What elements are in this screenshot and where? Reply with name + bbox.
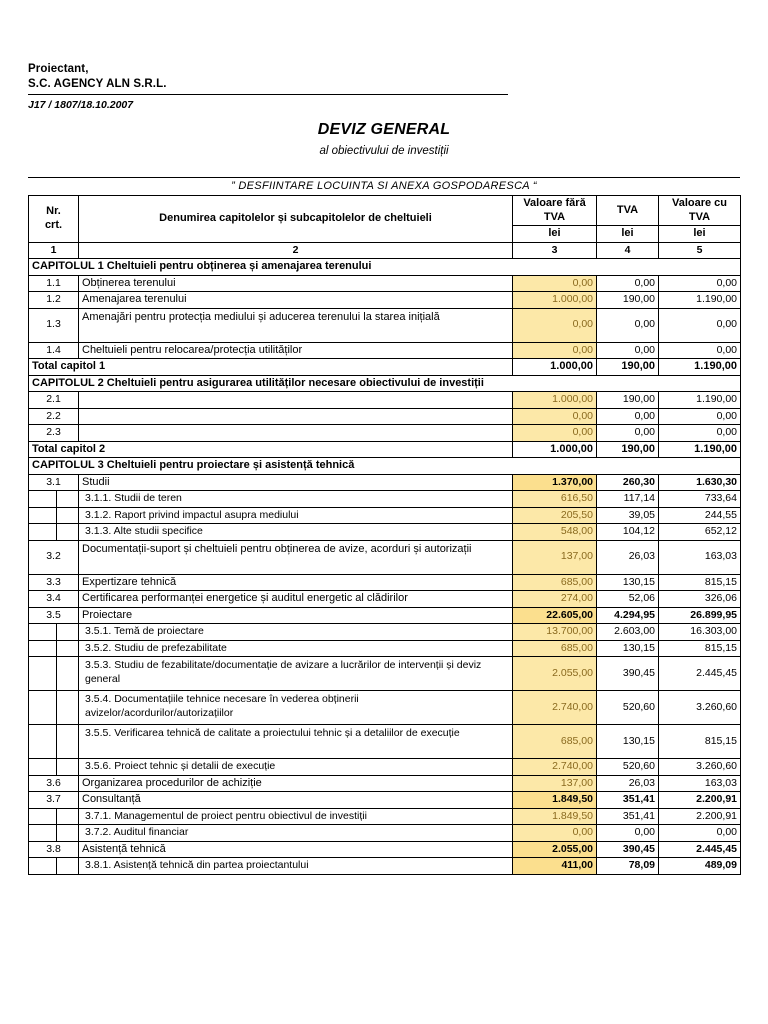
header-nr-crt	[29, 196, 79, 243]
row-value-1: 685,00	[513, 725, 597, 759]
table-row-item	[29, 308, 741, 342]
row-description: 3.5.6. Proiect tehnic și detalii de execuție	[79, 759, 513, 776]
header-unit-3: lei	[659, 226, 741, 243]
row-description: Consultanță	[79, 792, 513, 809]
row-value-1: 0,00	[513, 308, 597, 342]
header-nr-line2: crt.	[44, 218, 63, 231]
total-value-2: 190,00	[597, 441, 659, 458]
row-index: 1.3	[29, 308, 79, 342]
table-header-row	[29, 196, 741, 226]
row-indent-cell	[57, 825, 79, 842]
row-index: 3.7	[29, 792, 79, 809]
table-row-subitem	[29, 657, 741, 691]
row-index-spacer	[29, 491, 57, 508]
row-description: Amenajări pentru protecția mediului și aducerea terenului la starea inițială	[79, 308, 513, 342]
row-index: 3.1	[29, 474, 79, 491]
header-valoare-cu-tva: Valoare cu TVA	[659, 196, 741, 226]
row-index-spacer	[29, 858, 57, 875]
row-description: 3.5.4. Documentațiile tehnice necesare în vederea obținerii avizelor/acordurilor/autorizațiilor	[79, 691, 513, 725]
row-value-3: 163,03	[659, 540, 741, 574]
row-value-2: 104,12	[597, 524, 659, 541]
row-indent-cell	[57, 725, 79, 759]
row-value-2: 4.294,95	[597, 607, 659, 624]
row-index: 3.5	[29, 607, 79, 624]
row-value-1: 0,00	[513, 425, 597, 442]
row-description: Obținerea terenului	[79, 275, 513, 292]
row-description: 3.7.1. Managementul de proiect pentru obiectivul de investiții	[79, 808, 513, 825]
table-row-item	[29, 425, 741, 442]
row-value-3: 2.445,45	[659, 841, 741, 858]
row-value-2: 0,00	[597, 342, 659, 359]
row-value-2: 0,00	[597, 308, 659, 342]
row-description: 3.5.3. Studiu de fezabilitate/documentație de avizare a lucrărilor de intervenții și deviz general	[79, 657, 513, 691]
colnum-3: 3	[513, 242, 597, 259]
row-value-1: 2.055,00	[513, 657, 597, 691]
row-description: Documentații-suport și cheltuieli pentru obținerea de avize, acorduri și autorizații	[79, 540, 513, 574]
total-value-2: 190,00	[597, 359, 659, 376]
row-value-1: 0,00	[513, 275, 597, 292]
row-index-spacer	[29, 759, 57, 776]
row-value-2: 117,14	[597, 491, 659, 508]
row-description	[79, 392, 513, 409]
row-value-1: 137,00	[513, 540, 597, 574]
row-value-2: 130,15	[597, 574, 659, 591]
row-index: 1.1	[29, 275, 79, 292]
registration-number: J17 / 1807/18.10.2007	[28, 99, 134, 111]
table-row-item	[29, 408, 741, 425]
row-value-3: 815,15	[659, 725, 741, 759]
row-description: 3.1.1. Studii de teren	[79, 491, 513, 508]
row-value-1: 411,00	[513, 858, 597, 875]
row-value-1: 548,00	[513, 524, 597, 541]
colnum-2: 2	[79, 242, 513, 259]
row-description: 3.1.2. Raport privind impactul asupra mediului	[79, 507, 513, 524]
row-description: Studii	[79, 474, 513, 491]
chapter-label: CAPITOLUL 3 Cheltuieli pentru proiectare și asistență tehnică	[29, 458, 741, 475]
colnum-5: 5	[659, 242, 741, 259]
row-description: 3.1.3. Alte studii specifice	[79, 524, 513, 541]
row-value-1: 0,00	[513, 342, 597, 359]
table-row-item	[29, 792, 741, 809]
total-value-3: 1.190,00	[659, 359, 741, 376]
table-row-subitem	[29, 491, 741, 508]
table-row-item	[29, 275, 741, 292]
row-value-3: 0,00	[659, 408, 741, 425]
table-row-item	[29, 474, 741, 491]
colnum-1: 1	[29, 242, 79, 259]
row-value-1: 685,00	[513, 640, 597, 657]
table-row-subitem	[29, 507, 741, 524]
row-value-3: 326,06	[659, 591, 741, 608]
row-value-3: 489,09	[659, 858, 741, 875]
table-row-subitem	[29, 725, 741, 759]
header-unit-1: lei	[513, 226, 597, 243]
row-indent-cell	[57, 759, 79, 776]
row-indent-cell	[57, 808, 79, 825]
row-index: 1.4	[29, 342, 79, 359]
row-description: 3.5.2. Studiu de prefezabilitate	[79, 640, 513, 657]
table-row-item	[29, 292, 741, 309]
row-value-3: 1.190,00	[659, 392, 741, 409]
letterhead-divider	[28, 94, 508, 95]
row-value-2: 39,05	[597, 507, 659, 524]
total-label: Total capitol 2	[29, 441, 513, 458]
row-value-2: 0,00	[597, 825, 659, 842]
row-index-spacer	[29, 657, 57, 691]
chapter-header-row	[29, 458, 741, 475]
table-row-item	[29, 540, 741, 574]
row-indent-cell	[57, 858, 79, 875]
table-row-item	[29, 342, 741, 359]
table-row-subitem	[29, 759, 741, 776]
row-value-1: 137,00	[513, 775, 597, 792]
row-value-1: 1.849,50	[513, 808, 597, 825]
chapter-header-row	[29, 259, 741, 276]
table-body	[29, 196, 741, 875]
row-value-2: 190,00	[597, 392, 659, 409]
row-index-spacer	[29, 624, 57, 641]
row-value-3: 0,00	[659, 342, 741, 359]
row-value-3: 3.260,60	[659, 691, 741, 725]
row-value-3: 163,03	[659, 775, 741, 792]
total-row	[29, 441, 741, 458]
row-description: Organizarea procedurilor de achiziție	[79, 775, 513, 792]
table-row-item	[29, 607, 741, 624]
row-value-1: 2.740,00	[513, 759, 597, 776]
row-value-1: 616,50	[513, 491, 597, 508]
row-value-3: 1.190,00	[659, 292, 741, 309]
row-index-spacer	[29, 507, 57, 524]
row-value-1: 13.700,00	[513, 624, 597, 641]
chapter-label: CAPITOLUL 2 Cheltuieli pentru asigurarea utilităților necesare obiectivului de investiții	[29, 375, 741, 392]
row-index: 1.2	[29, 292, 79, 309]
table-row-subitem	[29, 524, 741, 541]
row-value-2: 260,30	[597, 474, 659, 491]
table-row-subitem	[29, 808, 741, 825]
total-value-1: 1.000,00	[513, 441, 597, 458]
row-description: Proiectare	[79, 607, 513, 624]
row-value-3: 3.260,60	[659, 759, 741, 776]
total-label: Total capitol 1	[29, 359, 513, 376]
chapter-label: CAPITOLUL 1 Cheltuieli pentru obținerea și amenajarea terenului	[29, 259, 741, 276]
row-description: Amenajarea terenului	[79, 292, 513, 309]
row-value-3: 16.303,00	[659, 624, 741, 641]
row-value-3: 26.899,95	[659, 607, 741, 624]
table-row-subitem	[29, 640, 741, 657]
row-value-2: 390,45	[597, 657, 659, 691]
row-value-2: 351,41	[597, 808, 659, 825]
row-index-spacer	[29, 808, 57, 825]
row-description: 3.7.2. Auditul financiar	[79, 825, 513, 842]
row-index: 3.6	[29, 775, 79, 792]
row-value-1: 0,00	[513, 408, 597, 425]
designer-label: Proiectant,	[28, 63, 89, 75]
row-description: 3.5.5. Verificarea tehnică de calitate a proiectului tehnic și a detaliilor de execuție	[79, 725, 513, 759]
row-indent-cell	[57, 507, 79, 524]
header-nr-line1: Nr.	[46, 205, 61, 218]
table-row-item	[29, 591, 741, 608]
table-row-item	[29, 841, 741, 858]
row-index: 2.1	[29, 392, 79, 409]
row-value-2: 520,60	[597, 759, 659, 776]
table-row-subitem	[29, 825, 741, 842]
row-value-1: 205,50	[513, 507, 597, 524]
header-valoare-fara-tva: Valoare fără TVA	[513, 196, 597, 226]
total-row	[29, 359, 741, 376]
row-value-3: 652,12	[659, 524, 741, 541]
row-value-1: 685,00	[513, 574, 597, 591]
deviz-table-wrap	[28, 177, 740, 875]
row-value-1: 22.605,00	[513, 607, 597, 624]
deviz-general-table	[28, 195, 741, 875]
row-value-2: 26,03	[597, 540, 659, 574]
row-index: 3.2	[29, 540, 79, 574]
total-value-1: 1.000,00	[513, 359, 597, 376]
row-value-2: 52,06	[597, 591, 659, 608]
table-row-item	[29, 775, 741, 792]
row-value-1: 2.740,00	[513, 691, 597, 725]
page-subtitle: al obiectivului de investiții	[319, 145, 449, 157]
row-value-3: 0,00	[659, 425, 741, 442]
total-value-3: 1.190,00	[659, 441, 741, 458]
company-name: S.C. AGENCY ALN S.R.L.	[28, 78, 167, 90]
row-index-spacer	[29, 640, 57, 657]
row-value-2: 78,09	[597, 858, 659, 875]
row-value-3: 1.630,30	[659, 474, 741, 491]
row-value-1: 0,00	[513, 825, 597, 842]
row-description	[79, 425, 513, 442]
chapter-header-row	[29, 375, 741, 392]
row-value-2: 0,00	[597, 425, 659, 442]
row-value-3: 815,15	[659, 574, 741, 591]
row-value-2: 130,15	[597, 725, 659, 759]
table-numbering-row	[29, 242, 741, 259]
row-value-1: 1.000,00	[513, 392, 597, 409]
row-value-1: 1.370,00	[513, 474, 597, 491]
row-value-2: 2.603,00	[597, 624, 659, 641]
row-index-spacer	[29, 524, 57, 541]
header-unit-2: lei	[597, 226, 659, 243]
row-index: 3.3	[29, 574, 79, 591]
row-index-spacer	[29, 725, 57, 759]
table-row-item	[29, 574, 741, 591]
row-index: 3.8	[29, 841, 79, 858]
row-indent-cell	[57, 491, 79, 508]
row-value-3: 2.200,91	[659, 792, 741, 809]
table-row-subitem	[29, 624, 741, 641]
row-description	[79, 408, 513, 425]
row-description: Asistență tehnică	[79, 841, 513, 858]
table-row-item	[29, 392, 741, 409]
row-value-2: 520,60	[597, 691, 659, 725]
page-title: DEVIZ GENERAL	[317, 121, 451, 138]
row-value-1: 1.849,50	[513, 792, 597, 809]
row-indent-cell	[57, 624, 79, 641]
row-value-2: 0,00	[597, 408, 659, 425]
row-value-2: 26,03	[597, 775, 659, 792]
letterhead	[28, 62, 508, 112]
table-row-subitem	[29, 691, 741, 725]
row-index-spacer	[29, 691, 57, 725]
row-value-3: 815,15	[659, 640, 741, 657]
row-value-2: 0,00	[597, 275, 659, 292]
row-value-2: 130,15	[597, 640, 659, 657]
row-value-2: 390,45	[597, 841, 659, 858]
header-denumire: Denumirea capitolelor și subcapitolelor de cheltuieli	[79, 196, 513, 243]
row-description: Certificarea performanței energetice și auditul energetic al clădirilor	[79, 591, 513, 608]
row-value-1: 1.000,00	[513, 292, 597, 309]
row-value-3: 2.445,45	[659, 657, 741, 691]
row-indent-cell	[57, 691, 79, 725]
table-row-subitem	[29, 858, 741, 875]
objective-title: ” DESFIINTARE LOCUINTA SI ANEXA GOSPODARESCA “	[28, 177, 740, 195]
row-value-1: 274,00	[513, 591, 597, 608]
row-index: 3.4	[29, 591, 79, 608]
row-description: Cheltuieli pentru relocarea/protecția utilităților	[79, 342, 513, 359]
row-index: 2.2	[29, 408, 79, 425]
row-description: 3.5.1. Temă de proiectare	[79, 624, 513, 641]
row-indent-cell	[57, 524, 79, 541]
row-index-spacer	[29, 825, 57, 842]
row-index: 2.3	[29, 425, 79, 442]
row-value-1: 2.055,00	[513, 841, 597, 858]
row-value-2: 351,41	[597, 792, 659, 809]
row-value-3: 0,00	[659, 308, 741, 342]
colnum-4: 4	[597, 242, 659, 259]
row-value-3: 0,00	[659, 275, 741, 292]
header-tva: TVA	[597, 196, 659, 226]
row-indent-cell	[57, 640, 79, 657]
row-value-3: 244,55	[659, 507, 741, 524]
row-value-2: 190,00	[597, 292, 659, 309]
row-description: Expertizare tehnică	[79, 574, 513, 591]
row-description: 3.8.1. Asistență tehnică din partea proiectantului	[79, 858, 513, 875]
row-value-3: 2.200,91	[659, 808, 741, 825]
row-value-3: 0,00	[659, 825, 741, 842]
row-indent-cell	[57, 657, 79, 691]
row-value-3: 733,64	[659, 491, 741, 508]
